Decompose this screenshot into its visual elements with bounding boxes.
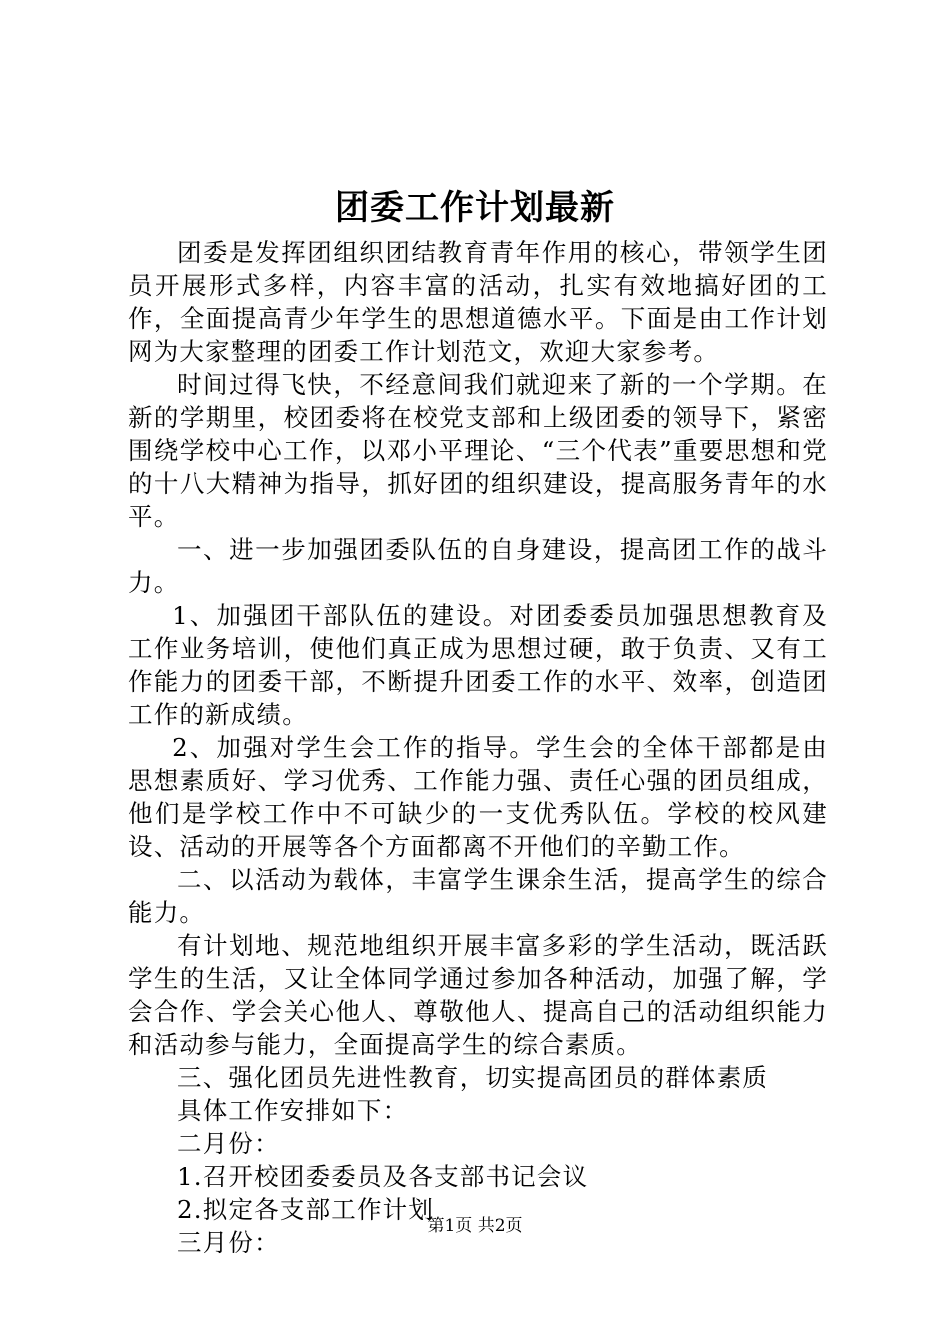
paragraph-activities: 有计划地、规范地组织开展丰富多彩的学生活动，既活跃学生的生活，又让全体同学通过参加各种活动，加强了解，学会合作、学会关心他人、尊敬他人、提高自己的活动组织能力和活动参与能力，全面提高学生的综合素质。 xyxy=(128,931,828,1059)
schedule-feb-item-2: 2.拟定各支部工作计划 xyxy=(177,1195,435,1224)
document-body xyxy=(128,236,828,1259)
schedule-march: 三月份： xyxy=(177,1228,280,1257)
paragraph-intro: 团委是发挥团组织团结教育青年作用的核心，带领学生团员开展形式多样，内容丰富的活动，扎实有效地搞好团的工作，全面提高青少年学生的思想道德水平。下面是由工作计划网为大家整理的团委工作计划范文，欢迎大家参考。 xyxy=(128,238,828,366)
schedule-february: 二月份： xyxy=(177,1129,280,1158)
heading-section-1: 一、进一步加强团委队伍的自身建设，提高团工作的战斗力。 xyxy=(128,535,828,597)
paragraph-item-2: 2、加强对学生会工作的指导。学生会的全体干部都是由思想素质好、学习优秀、工作能力强、责任心强的团员组成，他们是学校工作中不可缺少的一支优秀队伍。学校的校风建设、活动的开展等各个方面都离不开他们的辛勤工作。 xyxy=(128,733,828,861)
schedule-feb-item-1: 1.召开校团委委员及各支部书记会议 xyxy=(177,1162,589,1191)
heading-section-3: 三、强化团员先进性教育，切实提高团员的群体素质 xyxy=(177,1063,769,1092)
heading-section-2: 二、以活动为载体，丰富学生课余生活，提高学生的综合能力。 xyxy=(128,865,828,927)
page-footer: 第1页 共2页 xyxy=(427,1216,523,1236)
schedule-intro: 具体工作安排如下： xyxy=(177,1096,409,1125)
paragraph-item-1: 1、加强团干部队伍的建设。对团委委员加强思想教育及工作业务培训，使他们真正成为思想过硬，敢于负责、又有工作能力的团委干部，不断提升团委工作的水平、效率，创造团工作的新成绩。 xyxy=(128,601,828,729)
paragraph-new-semester: 时间过得飞快，不经意间我们就迎来了新的一个学期。在新的学期里，校团委将在校党支部和上级团委的领导下，紧密围绕学校中心工作，以邓小平理论、“三个代表”重要思想和党的十八大精神为指导，抓好团的组织建设，提高服务青年的水平。 xyxy=(128,370,828,531)
document-title: 团委工作计划最新 xyxy=(335,188,615,228)
